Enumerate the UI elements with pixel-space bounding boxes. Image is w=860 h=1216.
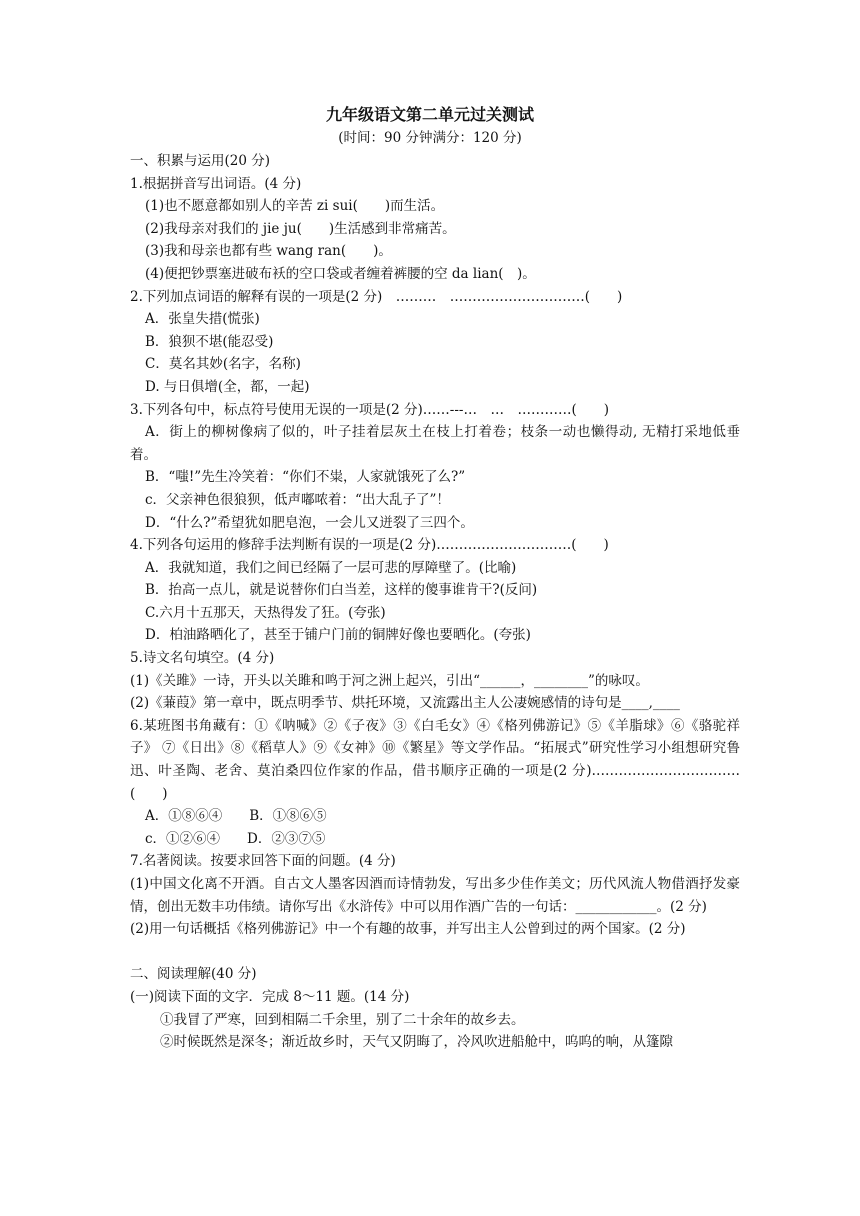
answer-option: A．张皇失措(慌张) <box>145 311 260 328</box>
question-item: (1)《关雎》一诗，开头以关雎和鸣于河之洲上起兴，引出“______，________”的咏叹。 <box>130 672 649 689</box>
answer-option: c．①②⑥④ D．②③⑦⑤ <box>145 830 326 847</box>
answer-option: A．我就知道，我们之间已经隔了一层可悲的厚障壁了。(比喻) <box>145 559 517 576</box>
question-stem: 2.下列加点词语的解释有误的一项是(2 分) ……… …………………………( ) <box>130 288 623 305</box>
answer-option: A．街上的柳树像病了似的，叶子挂着层灰土在枝上打着卷；枝条一动也懒得动, 无精打采地低垂着。 <box>130 424 740 463</box>
question-item: (2)《蒹葭》第一章中，既点明季节、烘托环境，又流露出主人公凄婉感情的诗句是____,____ <box>130 695 680 712</box>
reading-paragraph: ①我冒了严寒，回到相隔二千余里，别了二十余年的故乡去。 <box>160 1011 525 1028</box>
question-stem: 1.根据拼音写出词语。(4 分) <box>130 175 302 192</box>
section-heading: 一、积累与运用(20 分) <box>130 153 271 169</box>
question-stem: 7.名著阅读。按要求回答下面的问题。(4 分) <box>130 853 396 870</box>
question-item: (1)中国文化离不开酒。自古文人墨客因酒而诗情勃发，写出多少佳作美文；历代风流人物借酒抒发豪情，创出无数丰功伟绩。请你写出《水浒传》中可以用作酒广告的一句话：____________。(2 分) <box>130 876 740 915</box>
question-stem: 4.下列各句运用的修辞手法判断有误的一项是(2 分)…………………………( ) <box>130 537 609 554</box>
spacer <box>130 941 740 964</box>
answer-option: C.六月十五那天，天热得发了狂。(夸张) <box>145 604 386 621</box>
question-item: (3)我和母亲也都有些 wang ran( )。 <box>145 243 392 260</box>
answer-option: B．“嗤!”先生冷笑着：“你们不粜，人家就饿死了么?” <box>145 469 466 486</box>
answer-option: C．莫名其妙(名字，名称) <box>145 356 301 373</box>
answer-option: D. 与日俱增(全，都，一起) <box>145 378 310 395</box>
answer-option: c．父亲神色很狼狈，低声嘟哝着：“出大乱子了”！ <box>145 491 450 508</box>
answer-option: D．柏油路晒化了，甚至于铺户门前的铜牌好像也要晒化。(夸张) <box>145 627 531 644</box>
answer-option: B．抬高一点儿，就是说替你们白当差，这样的傻事谁肯干?(反问) <box>145 582 538 599</box>
answer-option: D．“什么?”希望犹如肥皂泡，一会儿又迸裂了三四个。 <box>145 514 474 531</box>
question-item: (4)便把钞票塞进破布袄的空口袋或者缠着裤腰的空 da lian( )。 <box>145 265 536 282</box>
reading-paragraph: ②时候既然是深冬；渐近故乡时，天气又阴晦了，冷风吹进船舱中，呜呜的响，从篷隙 <box>160 1034 673 1051</box>
answer-option: A．①⑧⑥④ B．①⑧⑥⑤ <box>145 808 327 825</box>
page-subtitle: (时间：90 分钟满分：120 分) <box>338 130 522 146</box>
question-item: (1)也不愿意都如别人的辛苦 zi sui( )而生活。 <box>145 198 445 215</box>
question-item: (2)用一句话概括《格列佛游记》中一个有趣的故事，并写出主人公曾到过的两个国家。(2 分) <box>130 921 686 938</box>
section-heading: 二、阅读理解(40 分) <box>130 966 257 983</box>
question-stem: 6.某班图书角藏有：①《呐喊》②《子夜》③《白毛女》④《格列佛游记》⑤《羊脂球》⑥《骆驼祥子》 ⑦《日出》⑧《稻草人》⑨《女神》⑩《繁星》等文学作品。“拓展式”研究性学习小组想研究鲁迅、叶圣陶、老舍、莫泊桑四位作家的作品，借书顺序正确的一项是(2 分)……………………………( ) <box>130 717 740 802</box>
reading-intro: (一)阅读下面的文字．完成 8～11 题。(14 分) <box>130 988 410 1005</box>
question-stem: 3.下列各句中，标点符号使用无误的一项是(2 分)……---… … …………( ) <box>130 401 610 418</box>
document-body <box>130 150 740 1054</box>
page-title: 九年级语文第二单元过关测试 <box>325 105 534 124</box>
answer-option: B．狼狈不堪(能忍受) <box>145 333 274 350</box>
question-stem: 5.诗文名句填空。(4 分) <box>130 650 275 667</box>
question-item: (2)我母亲对我们的 jie ju( )生活感到非常痛苦。 <box>145 220 456 237</box>
